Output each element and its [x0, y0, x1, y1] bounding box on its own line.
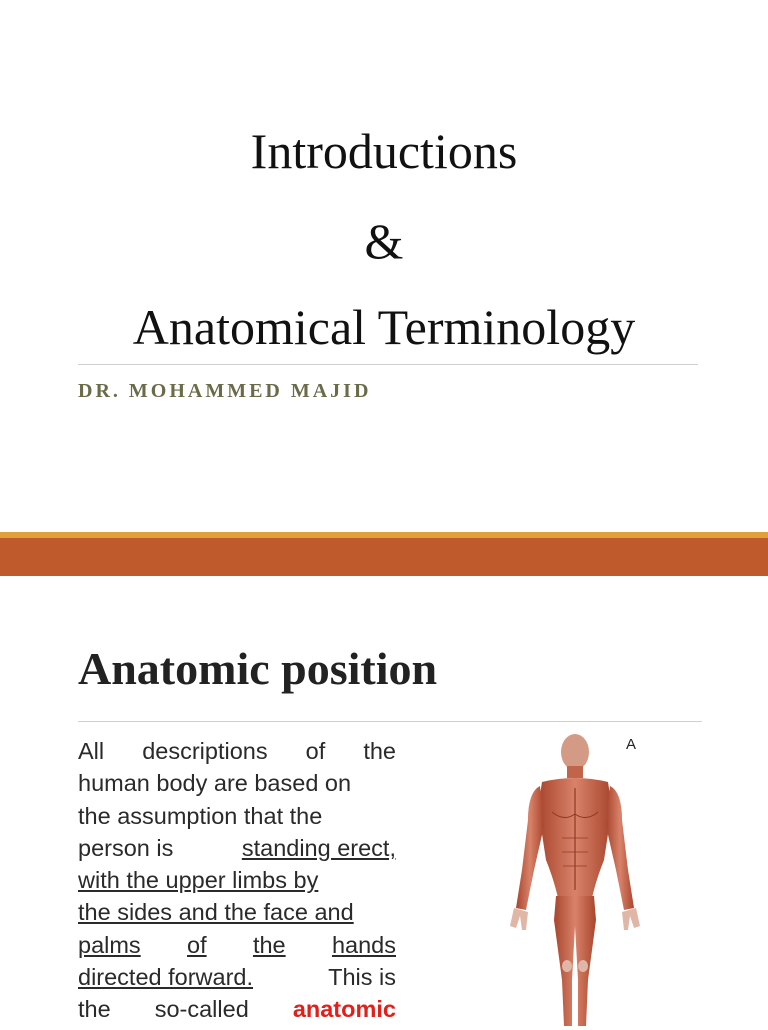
content-slide	[0, 576, 768, 1024]
word: of	[187, 931, 207, 958]
word: so-called	[154, 996, 249, 1023]
slide-title: Anatomic position	[78, 643, 438, 694]
word: palms	[78, 931, 141, 958]
word-run: This is	[328, 964, 396, 991]
text-line	[78, 929, 396, 961]
word: descriptions	[142, 738, 268, 764]
text-line	[78, 800, 396, 832]
text-line	[78, 767, 396, 799]
text-line	[78, 993, 396, 1025]
word-run: human body are based on	[78, 770, 352, 797]
anatomical-figure-icon	[500, 730, 650, 1030]
word: of	[305, 738, 326, 764]
title-divider	[78, 364, 698, 365]
figure-label: A	[626, 736, 637, 753]
text-line	[78, 832, 396, 864]
word-run: the assumption that the	[78, 802, 323, 829]
underlined-text: standing erect,	[241, 834, 396, 861]
word: the	[78, 996, 111, 1023]
text-line	[78, 735, 396, 767]
title-line-introductions: Introductions	[250, 123, 518, 179]
word: the	[252, 931, 286, 958]
slide-band	[0, 538, 768, 576]
author-name: DR. MOHAMMED MAJID	[78, 380, 372, 402]
word: the	[363, 738, 396, 764]
text-line	[78, 896, 396, 928]
text-line	[78, 864, 396, 896]
underlined-text: directed forward.	[78, 964, 254, 991]
word-run: person is	[78, 834, 174, 861]
text-line	[78, 961, 396, 993]
title-line-ampersand: &	[364, 213, 404, 269]
underlined-text: with the upper limbs by	[78, 867, 319, 894]
word: All	[78, 738, 105, 764]
title-line-anatomical-terminology: Anatomical Terminology	[132, 299, 636, 355]
highlighted-term: anatomic	[292, 996, 396, 1023]
word: hands	[331, 931, 396, 958]
underlined-text: the sides and the face and	[78, 899, 354, 926]
slide-title-divider	[78, 721, 702, 722]
body-paragraph	[78, 735, 396, 1026]
